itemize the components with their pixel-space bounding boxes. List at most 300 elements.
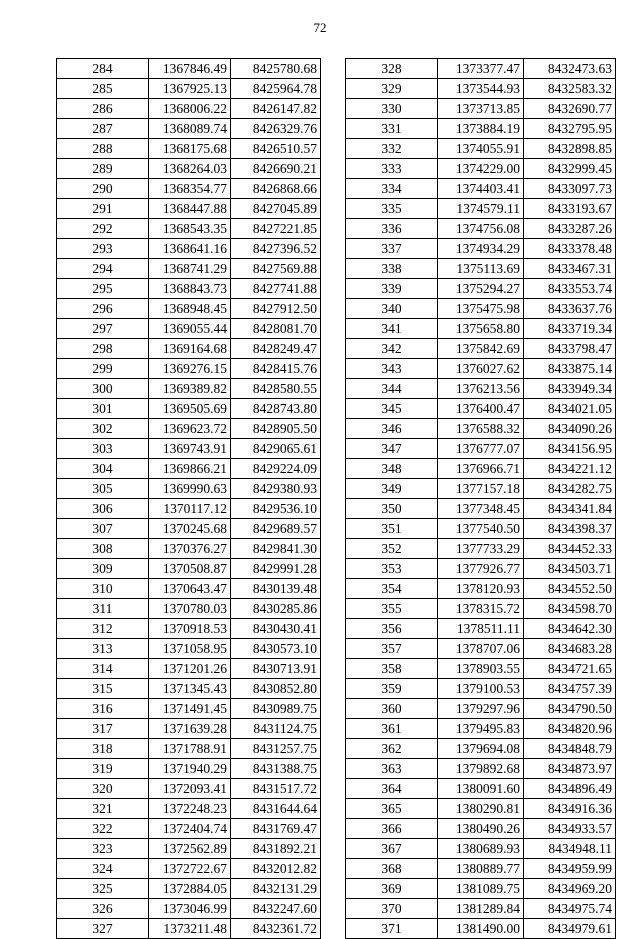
table-row (346, 159, 616, 179)
point-number-cell: 357 (346, 639, 438, 659)
y-coordinate-cell: 8426329.76 (231, 119, 321, 139)
x-coordinate-cell: 1375842.69 (438, 339, 524, 359)
x-coordinate-cell: 1368354.77 (149, 179, 231, 199)
x-coordinate-cell: 1369623.72 (149, 419, 231, 439)
x-coordinate-cell: 1377157.18 (438, 479, 524, 499)
point-number-cell: 313 (57, 639, 149, 659)
point-number-cell: 292 (57, 219, 149, 239)
y-coordinate-cell: 8433097.73 (524, 179, 616, 199)
y-coordinate-cell: 8430573.10 (231, 639, 321, 659)
point-number-cell: 312 (57, 619, 149, 639)
table-row (57, 79, 321, 99)
x-coordinate-cell: 1378511.11 (438, 619, 524, 639)
y-coordinate-cell: 8429065.61 (231, 439, 321, 459)
table-row (57, 199, 321, 219)
y-coordinate-cell: 8431257.75 (231, 739, 321, 759)
x-coordinate-cell: 1375294.27 (438, 279, 524, 299)
y-coordinate-cell: 8431769.47 (231, 819, 321, 839)
x-coordinate-cell: 1376213.56 (438, 379, 524, 399)
point-number-cell: 331 (346, 119, 438, 139)
point-number-cell: 314 (57, 659, 149, 679)
x-coordinate-cell: 1369866.21 (149, 459, 231, 479)
y-coordinate-cell: 8427396.52 (231, 239, 321, 259)
point-number-cell: 303 (57, 439, 149, 459)
x-coordinate-cell: 1368641.16 (149, 239, 231, 259)
y-coordinate-cell: 8428249.47 (231, 339, 321, 359)
y-coordinate-cell: 8432247.60 (231, 899, 321, 919)
y-coordinate-cell: 8434790.50 (524, 699, 616, 719)
y-coordinate-cell: 8434948.11 (524, 839, 616, 859)
table-row (346, 679, 616, 699)
point-number-cell: 348 (346, 459, 438, 479)
point-number-cell: 324 (57, 859, 149, 879)
point-number-cell: 342 (346, 339, 438, 359)
point-number-cell: 305 (57, 479, 149, 499)
point-number-cell: 366 (346, 819, 438, 839)
y-coordinate-cell: 8429991.28 (231, 559, 321, 579)
y-coordinate-cell: 8433719.34 (524, 319, 616, 339)
y-coordinate-cell: 8429224.09 (231, 459, 321, 479)
x-coordinate-cell: 1379892.68 (438, 759, 524, 779)
table-row (57, 619, 321, 639)
table-row (57, 59, 321, 79)
y-coordinate-cell: 8432361.72 (231, 919, 321, 939)
table-row (57, 579, 321, 599)
x-coordinate-cell: 1368089.74 (149, 119, 231, 139)
table-row (346, 459, 616, 479)
point-number-cell: 359 (346, 679, 438, 699)
x-coordinate-cell: 1380490.26 (438, 819, 524, 839)
x-coordinate-cell: 1379100.53 (438, 679, 524, 699)
y-coordinate-cell: 8434933.57 (524, 819, 616, 839)
point-number-cell: 341 (346, 319, 438, 339)
y-coordinate-cell: 8427912.50 (231, 299, 321, 319)
x-coordinate-cell: 1373046.99 (149, 899, 231, 919)
x-coordinate-cell: 1371940.29 (149, 759, 231, 779)
table-row (57, 699, 321, 719)
table-row (57, 119, 321, 139)
y-coordinate-cell: 8432898.85 (524, 139, 616, 159)
x-coordinate-cell: 1372884.05 (149, 879, 231, 899)
table-row (346, 879, 616, 899)
y-coordinate-cell: 8425780.68 (231, 59, 321, 79)
x-coordinate-cell: 1380889.77 (438, 859, 524, 879)
point-number-cell: 308 (57, 539, 149, 559)
point-number-cell: 295 (57, 279, 149, 299)
point-number-cell: 327 (57, 919, 149, 939)
page-number: 72 (313, 20, 327, 35)
table-row (57, 99, 321, 119)
y-coordinate-cell: 8425964.78 (231, 79, 321, 99)
table-row (57, 479, 321, 499)
y-coordinate-cell: 8430713.91 (231, 659, 321, 679)
x-coordinate-cell: 1381089.75 (438, 879, 524, 899)
point-number-cell: 326 (57, 899, 149, 919)
x-coordinate-cell: 1368543.35 (149, 219, 231, 239)
coordinates-table-left (56, 58, 321, 939)
table-row (57, 559, 321, 579)
y-coordinate-cell: 8432583.32 (524, 79, 616, 99)
point-number-cell: 362 (346, 739, 438, 759)
x-coordinate-cell: 1377348.45 (438, 499, 524, 519)
y-coordinate-cell: 8430430.41 (231, 619, 321, 639)
y-coordinate-cell: 8434975.74 (524, 899, 616, 919)
y-coordinate-cell: 8434452.33 (524, 539, 616, 559)
point-number-cell: 287 (57, 119, 149, 139)
table-row (346, 139, 616, 159)
x-coordinate-cell: 1374403.41 (438, 179, 524, 199)
point-number-cell: 333 (346, 159, 438, 179)
table-row (57, 279, 321, 299)
y-coordinate-cell: 8433949.34 (524, 379, 616, 399)
table-row (57, 899, 321, 919)
point-number-cell: 371 (346, 919, 438, 939)
table-row (57, 799, 321, 819)
x-coordinate-cell: 1369389.82 (149, 379, 231, 399)
point-number-cell: 332 (346, 139, 438, 159)
table-row (57, 439, 321, 459)
y-coordinate-cell: 8434398.37 (524, 519, 616, 539)
x-coordinate-cell: 1372093.41 (149, 779, 231, 799)
point-number-cell: 299 (57, 359, 149, 379)
y-coordinate-cell: 8434221.12 (524, 459, 616, 479)
point-number-cell: 339 (346, 279, 438, 299)
x-coordinate-cell: 1369276.15 (149, 359, 231, 379)
y-coordinate-cell: 8427569.88 (231, 259, 321, 279)
y-coordinate-cell: 8426690.21 (231, 159, 321, 179)
x-coordinate-cell: 1376966.71 (438, 459, 524, 479)
x-coordinate-cell: 1372562.89 (149, 839, 231, 859)
y-coordinate-cell: 8428580.55 (231, 379, 321, 399)
table-row (57, 179, 321, 199)
y-coordinate-cell: 8430285.86 (231, 599, 321, 619)
table-row (346, 299, 616, 319)
point-number-cell: 309 (57, 559, 149, 579)
point-number-cell: 352 (346, 539, 438, 559)
y-coordinate-cell: 8426868.66 (231, 179, 321, 199)
y-coordinate-cell: 8433875.14 (524, 359, 616, 379)
point-number-cell: 297 (57, 319, 149, 339)
y-coordinate-cell: 8428905.50 (231, 419, 321, 439)
y-coordinate-cell: 8434642.30 (524, 619, 616, 639)
point-number-cell: 345 (346, 399, 438, 419)
point-number-cell: 285 (57, 79, 149, 99)
x-coordinate-cell: 1372404.74 (149, 819, 231, 839)
x-coordinate-cell: 1373377.47 (438, 59, 524, 79)
y-coordinate-cell: 8434552.50 (524, 579, 616, 599)
point-number-cell: 370 (346, 899, 438, 919)
table-row (57, 759, 321, 779)
table-row (57, 819, 321, 839)
point-number-cell: 360 (346, 699, 438, 719)
y-coordinate-cell: 8434916.36 (524, 799, 616, 819)
y-coordinate-cell: 8433637.76 (524, 299, 616, 319)
x-coordinate-cell: 1376777.07 (438, 439, 524, 459)
x-coordinate-cell: 1371491.45 (149, 699, 231, 719)
x-coordinate-cell: 1371058.95 (149, 639, 231, 659)
x-coordinate-cell: 1381490.00 (438, 919, 524, 939)
point-number-cell: 354 (346, 579, 438, 599)
point-number-cell: 351 (346, 519, 438, 539)
x-coordinate-cell: 1371788.91 (149, 739, 231, 759)
table-row (346, 859, 616, 879)
point-number-cell: 325 (57, 879, 149, 899)
point-number-cell: 311 (57, 599, 149, 619)
y-coordinate-cell: 8431892.21 (231, 839, 321, 859)
point-number-cell: 323 (57, 839, 149, 859)
table-row (346, 739, 616, 759)
table-row (346, 479, 616, 499)
table-row (57, 419, 321, 439)
table-row (346, 839, 616, 859)
x-coordinate-cell: 1369055.44 (149, 319, 231, 339)
point-number-cell: 321 (57, 799, 149, 819)
table-row (346, 899, 616, 919)
y-coordinate-cell: 8432012.82 (231, 859, 321, 879)
point-number-cell: 307 (57, 519, 149, 539)
x-coordinate-cell: 1372722.67 (149, 859, 231, 879)
x-coordinate-cell: 1380091.60 (438, 779, 524, 799)
point-number-cell: 322 (57, 819, 149, 839)
point-number-cell: 306 (57, 499, 149, 519)
y-coordinate-cell: 8430852.80 (231, 679, 321, 699)
x-coordinate-cell: 1368741.29 (149, 259, 231, 279)
y-coordinate-cell: 8431644.64 (231, 799, 321, 819)
point-number-cell: 296 (57, 299, 149, 319)
table-row (346, 779, 616, 799)
x-coordinate-cell: 1375113.69 (438, 259, 524, 279)
x-coordinate-cell: 1373211.48 (149, 919, 231, 939)
y-coordinate-cell: 8433798.47 (524, 339, 616, 359)
y-coordinate-cell: 8432473.63 (524, 59, 616, 79)
point-number-cell: 355 (346, 599, 438, 619)
point-number-cell: 343 (346, 359, 438, 379)
table-row (57, 859, 321, 879)
table-row (346, 119, 616, 139)
point-number-cell: 319 (57, 759, 149, 779)
x-coordinate-cell: 1368264.03 (149, 159, 231, 179)
x-coordinate-cell: 1374579.11 (438, 199, 524, 219)
point-number-cell: 369 (346, 879, 438, 899)
point-number-cell: 353 (346, 559, 438, 579)
y-coordinate-cell: 8434959.99 (524, 859, 616, 879)
table-row (346, 79, 616, 99)
x-coordinate-cell: 1370117.12 (149, 499, 231, 519)
y-coordinate-cell: 8430139.48 (231, 579, 321, 599)
x-coordinate-cell: 1370643.47 (149, 579, 231, 599)
point-number-cell: 344 (346, 379, 438, 399)
point-number-cell: 364 (346, 779, 438, 799)
table-row (57, 139, 321, 159)
point-number-cell: 368 (346, 859, 438, 879)
x-coordinate-cell: 1368006.22 (149, 99, 231, 119)
table-row (346, 219, 616, 239)
x-coordinate-cell: 1375658.80 (438, 319, 524, 339)
x-coordinate-cell: 1367925.13 (149, 79, 231, 99)
table-row (346, 619, 616, 639)
x-coordinate-cell: 1369990.63 (149, 479, 231, 499)
x-coordinate-cell: 1379297.96 (438, 699, 524, 719)
x-coordinate-cell: 1368447.88 (149, 199, 231, 219)
table-row (57, 459, 321, 479)
y-coordinate-cell: 8433553.74 (524, 279, 616, 299)
table-row (57, 159, 321, 179)
table-row (346, 199, 616, 219)
point-number-cell: 347 (346, 439, 438, 459)
y-coordinate-cell: 8427045.89 (231, 199, 321, 219)
table-row (57, 599, 321, 619)
table-row (346, 659, 616, 679)
point-number-cell: 336 (346, 219, 438, 239)
x-coordinate-cell: 1370508.87 (149, 559, 231, 579)
y-coordinate-cell: 8431517.72 (231, 779, 321, 799)
point-number-cell: 330 (346, 99, 438, 119)
table-row (57, 879, 321, 899)
x-coordinate-cell: 1368948.45 (149, 299, 231, 319)
x-coordinate-cell: 1371201.26 (149, 659, 231, 679)
y-coordinate-cell: 8431388.75 (231, 759, 321, 779)
y-coordinate-cell: 8432690.77 (524, 99, 616, 119)
point-number-cell: 288 (57, 139, 149, 159)
x-coordinate-cell: 1373544.93 (438, 79, 524, 99)
table-row (57, 519, 321, 539)
x-coordinate-cell: 1373713.85 (438, 99, 524, 119)
point-number-cell: 349 (346, 479, 438, 499)
y-coordinate-cell: 8434341.84 (524, 499, 616, 519)
table-row (57, 719, 321, 739)
point-number-cell: 318 (57, 739, 149, 759)
table-row (346, 699, 616, 719)
table-row (346, 399, 616, 419)
table-row (57, 239, 321, 259)
y-coordinate-cell: 8427221.85 (231, 219, 321, 239)
x-coordinate-cell: 1376400.47 (438, 399, 524, 419)
table-row (346, 539, 616, 559)
table-row (346, 239, 616, 259)
x-coordinate-cell: 1378903.55 (438, 659, 524, 679)
x-coordinate-cell: 1374934.29 (438, 239, 524, 259)
table-row (346, 759, 616, 779)
y-coordinate-cell: 8434021.05 (524, 399, 616, 419)
point-number-cell: 367 (346, 839, 438, 859)
y-coordinate-cell: 8434090.26 (524, 419, 616, 439)
x-coordinate-cell: 1370918.53 (149, 619, 231, 639)
x-coordinate-cell: 1378707.06 (438, 639, 524, 659)
x-coordinate-cell: 1378315.72 (438, 599, 524, 619)
table-row (346, 499, 616, 519)
point-number-cell: 298 (57, 339, 149, 359)
x-coordinate-cell: 1377540.50 (438, 519, 524, 539)
table-row (57, 319, 321, 339)
table-row (57, 779, 321, 799)
table-row (57, 659, 321, 679)
point-number-cell: 350 (346, 499, 438, 519)
point-number-cell: 329 (346, 79, 438, 99)
y-coordinate-cell: 8428415.76 (231, 359, 321, 379)
x-coordinate-cell: 1373884.19 (438, 119, 524, 139)
x-coordinate-cell: 1368843.73 (149, 279, 231, 299)
point-number-cell: 358 (346, 659, 438, 679)
x-coordinate-cell: 1380290.81 (438, 799, 524, 819)
y-coordinate-cell: 8433287.26 (524, 219, 616, 239)
x-coordinate-cell: 1381289.84 (438, 899, 524, 919)
y-coordinate-cell: 8434979.61 (524, 919, 616, 939)
point-number-cell: 338 (346, 259, 438, 279)
table-row (57, 839, 321, 859)
x-coordinate-cell: 1369164.68 (149, 339, 231, 359)
point-number-cell: 356 (346, 619, 438, 639)
point-number-cell: 302 (57, 419, 149, 439)
y-coordinate-cell: 8434721.65 (524, 659, 616, 679)
table-row (346, 579, 616, 599)
table-row (346, 819, 616, 839)
x-coordinate-cell: 1370376.27 (149, 539, 231, 559)
y-coordinate-cell: 8434282.75 (524, 479, 616, 499)
y-coordinate-cell: 8434598.70 (524, 599, 616, 619)
x-coordinate-cell: 1371345.43 (149, 679, 231, 699)
point-number-cell: 361 (346, 719, 438, 739)
table-row (57, 219, 321, 239)
table-row (57, 539, 321, 559)
table-row (57, 339, 321, 359)
y-coordinate-cell: 8434848.79 (524, 739, 616, 759)
table-row (57, 399, 321, 419)
point-number-cell: 300 (57, 379, 149, 399)
y-coordinate-cell: 8429841.30 (231, 539, 321, 559)
y-coordinate-cell: 8434820.96 (524, 719, 616, 739)
table-row (346, 359, 616, 379)
table-row (57, 499, 321, 519)
y-coordinate-cell: 8431124.75 (231, 719, 321, 739)
table-row (346, 799, 616, 819)
point-number-cell: 337 (346, 239, 438, 259)
table-row (346, 559, 616, 579)
x-coordinate-cell: 1370245.68 (149, 519, 231, 539)
x-coordinate-cell: 1369505.69 (149, 399, 231, 419)
point-number-cell: 328 (346, 59, 438, 79)
y-coordinate-cell: 8428743.80 (231, 399, 321, 419)
y-coordinate-cell: 8428081.70 (231, 319, 321, 339)
point-number-cell: 317 (57, 719, 149, 739)
table-row (57, 379, 321, 399)
point-number-cell: 286 (57, 99, 149, 119)
y-coordinate-cell: 8434156.95 (524, 439, 616, 459)
y-coordinate-cell: 8426147.82 (231, 99, 321, 119)
table-row (346, 99, 616, 119)
x-coordinate-cell: 1377926.77 (438, 559, 524, 579)
x-coordinate-cell: 1368175.68 (149, 139, 231, 159)
x-coordinate-cell: 1372248.23 (149, 799, 231, 819)
point-number-cell: 335 (346, 199, 438, 219)
table-row (346, 599, 616, 619)
x-coordinate-cell: 1371639.28 (149, 719, 231, 739)
x-coordinate-cell: 1375475.98 (438, 299, 524, 319)
y-coordinate-cell: 8432795.95 (524, 119, 616, 139)
y-coordinate-cell: 8429380.93 (231, 479, 321, 499)
table-row (346, 279, 616, 299)
y-coordinate-cell: 8434873.97 (524, 759, 616, 779)
y-coordinate-cell: 8434969.20 (524, 879, 616, 899)
point-number-cell: 293 (57, 239, 149, 259)
point-number-cell: 346 (346, 419, 438, 439)
point-number-cell: 365 (346, 799, 438, 819)
table-row (57, 359, 321, 379)
y-coordinate-cell: 8427741.88 (231, 279, 321, 299)
y-coordinate-cell: 8433378.48 (524, 239, 616, 259)
point-number-cell: 301 (57, 399, 149, 419)
y-coordinate-cell: 8434757.39 (524, 679, 616, 699)
y-coordinate-cell: 8432999.45 (524, 159, 616, 179)
